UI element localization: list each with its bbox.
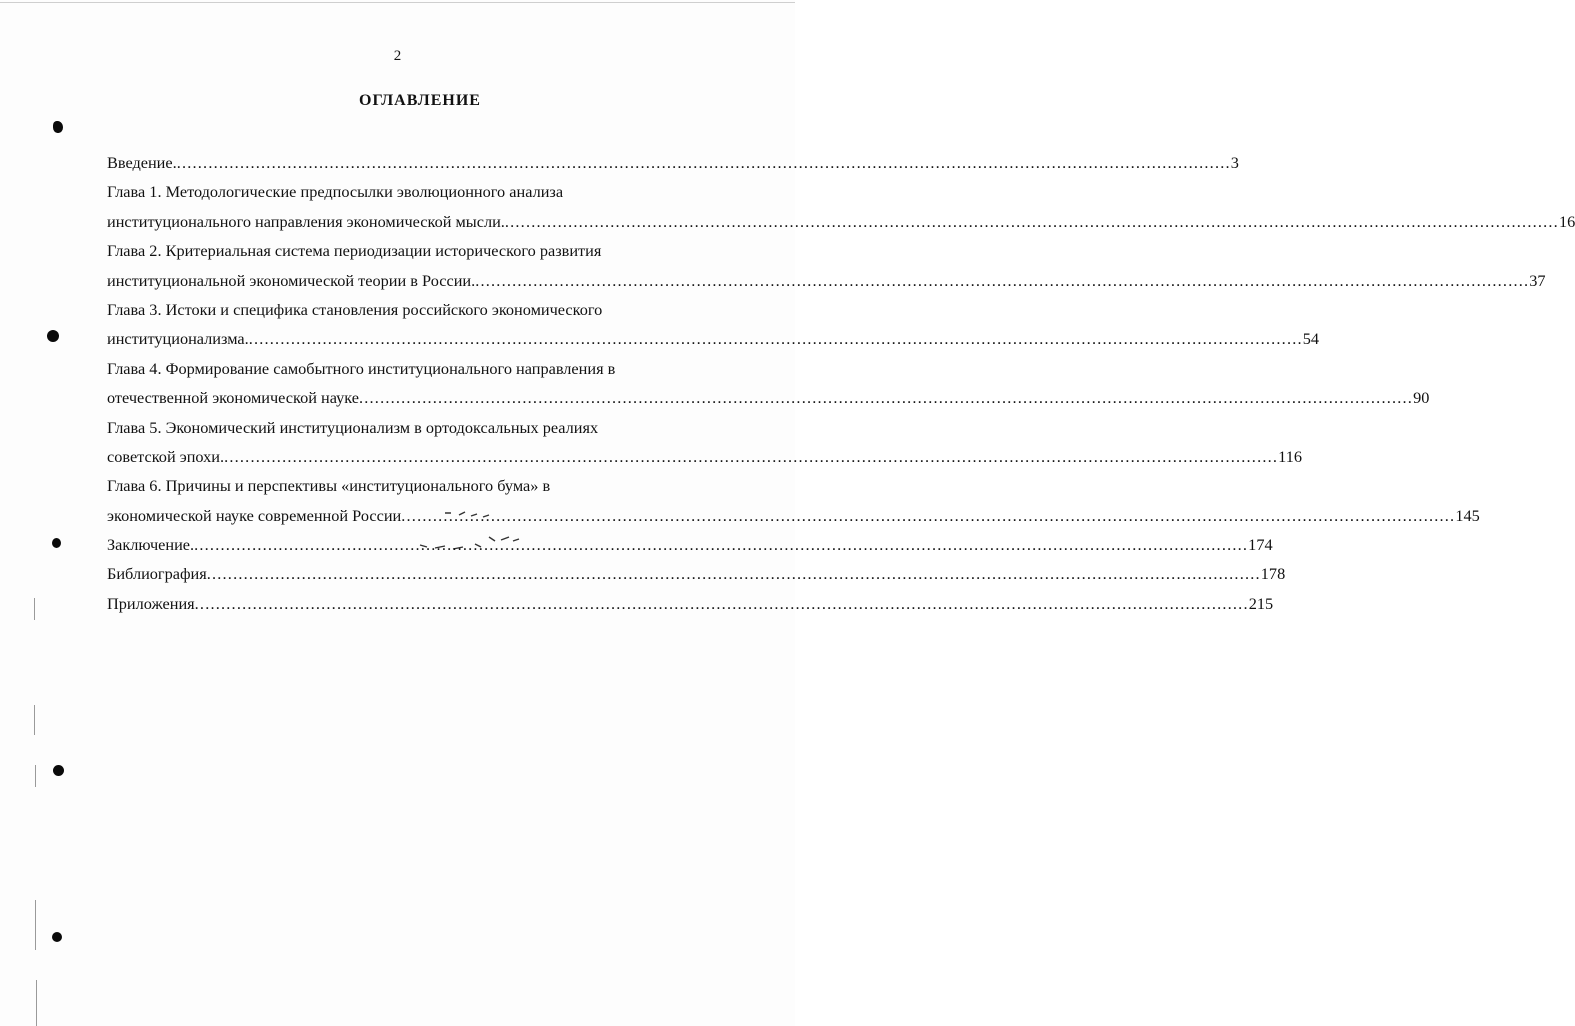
toc-entry xyxy=(107,530,1273,559)
toc-entry xyxy=(107,413,1302,472)
dot-leader: ........................................................................................................................................................................................................ xyxy=(248,329,1303,349)
toc-entry-line: Глава 4. Формирование самобытного институционального направления в xyxy=(107,358,616,378)
dot-leader: ........................................................................................................................................................................................................ xyxy=(176,153,1231,172)
toc-entry-line xyxy=(107,559,1286,588)
dot-leader: ........................................................................................................................................................................................................ xyxy=(206,564,1261,584)
toc-entry-line xyxy=(107,589,1274,618)
dot-leader: ........................................................................................................................................................................................................ xyxy=(504,211,1559,231)
toc-entry-text: институционализма. xyxy=(107,329,249,349)
toc-entry-line: Глава 6. Причины и перспективы «институционального бума» в xyxy=(107,476,551,496)
binder-hole-mark xyxy=(47,330,59,342)
toc-entry-text: советской эпохи. xyxy=(107,446,225,466)
toc-page-number: 16 xyxy=(1558,211,1575,231)
scan-edge-top xyxy=(0,2,795,3)
dot-leader: ........................................................................................................................................................................................................ xyxy=(475,270,1530,290)
toc-entry-line xyxy=(107,501,1480,530)
binder-hole-mark xyxy=(52,932,62,942)
dot-leader: ........................................................................................................................................................................................................ xyxy=(224,446,1279,466)
toc-page-number: 178 xyxy=(1260,564,1286,584)
scan-margin-line xyxy=(36,980,37,1026)
scan-margin-line xyxy=(35,765,36,787)
toc-entry-text: Приложения xyxy=(107,593,195,613)
toc-entry-line: Глава 3. Истоки и специфика становления российского экономического xyxy=(107,299,603,319)
scan-speck xyxy=(53,121,63,133)
toc-entry-text: отечественной экономической науке xyxy=(107,388,359,408)
binder-hole-mark xyxy=(52,538,61,548)
toc-entry-line: Глава 5. Экономический институционализм в ортодоксальных реалиях xyxy=(107,417,599,437)
toc-entry-line: Глава 1. Методологические предпосылки эволюционного анализа xyxy=(107,182,564,202)
scan-margin-line xyxy=(34,705,35,735)
toc-entry-line xyxy=(107,530,1273,559)
dot-leader: ........................................................................................................................................................................................................ xyxy=(401,505,1456,525)
toc-title: ОГЛАВЛЕНИЕ xyxy=(359,92,481,109)
toc-entry-text: институционального направления экономической мысли. xyxy=(107,211,505,231)
toc-entry xyxy=(107,295,1320,354)
toc-entry-line xyxy=(107,383,1430,412)
toc-entry xyxy=(107,354,1430,413)
binder-hole-mark xyxy=(53,765,64,776)
toc-page-number: 3 xyxy=(1230,153,1239,172)
toc-entry xyxy=(107,559,1286,588)
toc-entry-line xyxy=(107,266,1546,295)
toc-page-number: 54 xyxy=(1302,329,1320,349)
toc-entry xyxy=(107,236,1546,295)
toc-entry-text: Библиография xyxy=(107,564,207,584)
toc-entry-text: институциональной экономической теории в России. xyxy=(107,270,476,290)
scan-margin-line xyxy=(34,598,35,620)
toc-entry-line xyxy=(107,207,1575,236)
toc-entry-text: экономической науке современной России xyxy=(107,505,402,525)
scan-margin-line xyxy=(35,900,36,950)
toc-page-number: 145 xyxy=(1455,505,1480,525)
toc-entry-text: Заключение. xyxy=(107,535,195,555)
dot-leader: ........................................................................................................................................................................................................ xyxy=(359,388,1414,408)
toc-entry xyxy=(107,589,1274,618)
toc-page-number: 116 xyxy=(1278,446,1302,466)
toc-entry xyxy=(107,177,1575,236)
toc-page-number: 37 xyxy=(1529,270,1546,290)
toc-page-number: 215 xyxy=(1248,593,1274,613)
toc-entry-line xyxy=(107,324,1320,353)
toc-page-number: 90 xyxy=(1413,388,1430,408)
toc-page-number: 174 xyxy=(1248,535,1273,555)
toc-entry-line: Глава 2. Критериальная система периодизации исторического развития xyxy=(107,241,602,261)
toc-entry-text: Введение. xyxy=(107,153,177,172)
toc-entry-line xyxy=(107,442,1302,471)
page-number: 2 xyxy=(393,48,402,64)
dot-leader: ........................................................................................................................................................................................................ xyxy=(194,535,1249,555)
toc-entry-line xyxy=(107,148,1239,177)
toc-entry xyxy=(107,148,1239,177)
table-of-contents xyxy=(107,148,1575,618)
dot-leader: ........................................................................................................................................................................................................ xyxy=(194,593,1249,613)
toc-entry xyxy=(107,471,1480,530)
